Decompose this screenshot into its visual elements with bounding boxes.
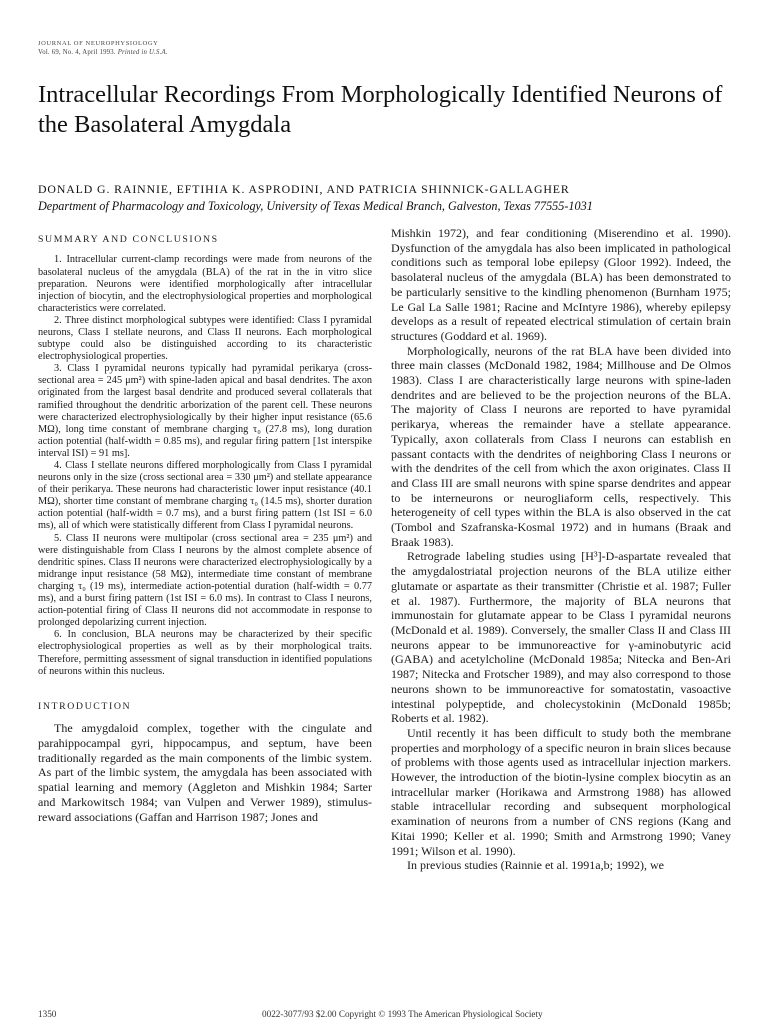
introduction-paragraph: The amygdaloid complex, together with the cingulate and parahippocampal gyri, hippocampus, and septum, have been traditionally regarded as the main components of the limbic system. As part of the limbic system, the amygdala has been associated with spatial learning and memory (Aggleton and Mishkin 1984; Sarter and Markowitsch 1984; van Vulpen and Verwer 1989), stimulus-reward associations (Gaffan and Harrison 1987; Jones and: [38, 721, 372, 824]
journal-name: JOURNAL OF NEUROPHYSIOLOGY: [38, 40, 159, 47]
body-paragraph: In previous studies (Rainnie et al. 1991a,b; 1992), we: [407, 858, 664, 873]
body-paragraph: Morphologically, neurons of the rat BLA have been divided into three main classes (McDonald 1982, 1984; Millhouse and De Olmos 1983). Class I are characteristically large neurons with spine-laden dendrites and are believed to be the projection neurons of the BLA. The majority of Class I neurons are reported to have pyramidal perikarya, whereas the remainder have a stellate appearance. Typically, axon collaterals from Class I neurons can establish en passant contacts with the dendrites of neighboring Class I neurons or with the dendrites of the cell from which the axon originates. Class II and Class III are small neurons with spine sparse dendrites and appear to be interneurons or neurogliaform cells, respectively. This heterogeneity of cell types within the BLA is also observed in the cat (Tombol and Szafranska-Kosmal 1972) and in humans (Braak and Braak 1983).: [391, 343, 731, 549]
page-number: 1350: [38, 1009, 57, 1019]
summary-paragraph: 2. Three distinct morphological subtypes were identified: Class I pyramidal neurons, Class I stellate neurons, and Class II neurons. Each morphological subtype could also be distinguished according to its characteristic electrophysiological properties.: [38, 314, 372, 363]
body-paragraph: Mishkin 1972), and fear conditioning (Miserendino et al. 1990). Dysfunction of the amygdala has also been implicated in pathological conditions such as temporal lobe epilepsy (Gloor 1992). Indeed, the basolateral nucleus of the amygdala (BLA) has been demonstrated to be particularly sensitive to the kindling phenomenon (Burnham 1975; Le Gal La Salle 1981; Racine and McIntyre 1986), whereby epilepsy develops as a result of repeated electrical stimulation of certain brain structures (Goddard et al. 1969).: [391, 226, 731, 343]
left-column: [38, 233, 372, 825]
introduction-section: [38, 700, 372, 825]
summary-paragraph: 1. Intracellular current-clamp recordings were made from neurons of the basolateral nucleus of the amygdala (BLA) of the rat in the in vitro slice preparation. Neurons were identified morphologically after intracellular injection of biocytin, and the electrophysiological properties and morphological characteristics were correlated.: [38, 254, 372, 314]
summary-paragraph: 5. Class II neurons were multipolar (cross sectional area = 235 μm²) and were distinguishable from Class I neurons by the almost complete absence of dendritic spines. Class II neurons were characterized electrophysiologically by a midrange input resistance (58 MΩ), intermediate time constant of membrane charging τ₀ (19 ms), intermediate action-potential duration (half-width = 0.77 ms), and a burst firing pattern (1st ISI = 6.0 ms). In contrast to Class I neurons, action-potential firing of Class II neurons did not accommodate in response to prolonged depolarizing current injection.: [38, 532, 372, 629]
summary-section: [38, 233, 372, 678]
author-list: DONALD G. RAINNIE, EFTIHIA K. ASPRODINI, AND PATRICIA SHINNICK-GALLAGHER: [38, 182, 570, 196]
right-column: [391, 226, 731, 873]
copyright-line: 0022-3077/93 $2.00 Copyright © 1993 The American Physiological Society: [262, 1009, 543, 1019]
body-paragraph: Retrograde labeling studies using [H³]-D-aspartate revealed that the amygdalostriatal projection neurons of the BLA utilize either glutamate or aspartate as their transmitter (Christie et al. 1987; Fuller et al. 1987). Furthermore, the majority of BLA neurons that immunostain for glutamate appear to be Class I pyramidal neurons (McDonald et al. 1989). Conversely, the smaller Class II and Class III neurons appear to be immunoreactive for γ-aminobutyric acid (GABA) and acetylcholine (McDonald 1985a; Nitecka and Ben-Ari 1987; Nitecka and Frotscher 1989), and may also correspond to those neurons shown to be immunoreactive for somatostatin, vasoactive intestinal polypeptide, and cholecystokinin (McDonald 1985b; Roberts et al. 1982).: [391, 549, 731, 726]
journal-volume-line: [38, 49, 168, 56]
article-title: Intracellular Recordings From Morphologically Identified Neurons of the Basolateral Amygdala: [38, 81, 723, 138]
journal-printed: Printed in U.S.A.: [117, 49, 168, 56]
summary-paragraph: 4. Class I stellate neurons differed morphologically from Class I pyramidal neurons only in the size (cross sectional area = 330 μm²) and stellate appearance of their perikarya. These neurons had characteristic lower input resistance (40.1 MΩ), shorter time constant of membrane charging τ₀ (14.5 ms), shorter duration action potential (half-width = 0.7 ms), and a burst firing pattern (1st ISI = 6.0 ms), all of which were statistically different from Class I pyramidal neurons.: [38, 460, 372, 532]
summary-heading: SUMMARY AND CONCLUSIONS: [38, 234, 219, 245]
journal-volume: Vol. 69, No. 4, April 1993.: [38, 49, 116, 56]
introduction-heading: INTRODUCTION: [38, 700, 132, 712]
summary-paragraph: 6. In conclusion, BLA neurons may be characterized by their specific electrophysiological properties as well as by their morphological traits. Therefore, permitting assessment of signal transduction in identified populations of neurons within this nucleus.: [38, 629, 372, 677]
affiliation: Department of Pharmacology and Toxicology, University of Texas Medical Branch, Galveston, Texas 77555-1031: [38, 199, 593, 213]
body-paragraph: Until recently it has been difficult to study both the membrane properties and morphology of a specific neuron in brain slices because of problems with those agents used as intracellular injection markers. However, the introduction of the biotin-lysine complex biocytin as an intracellular marker (Horikawa and Armstrong 1988) has allowed stable intracellular recording and subsequent morphological examination of neurons from a number of CNS regions (Kang and Kitai 1990; Keller et al. 1990; Smith and Armstrong 1990; Vaney 1991; Wilson et al. 1990).: [391, 725, 731, 858]
summary-paragraph: 3. Class I pyramidal neurons typically had pyramidal perikarya (cross-sectional area = 245 μm²) with spine-laden apical and basal dendrites. The axon originated from the largest basal dendrite and produced several collaterals that ramified throughout the dendritic arborization of the parent cell. These neurons were characterized electrophysiologically by their higher input resistance (65.6 MΩ), long time constant of membrane charging τ₀ (27.8 ms), long duration action potential (half-width = 0.85 ms), and regular firing pattern [1st interspike interval ISI) = 91 ms].: [38, 363, 372, 459]
